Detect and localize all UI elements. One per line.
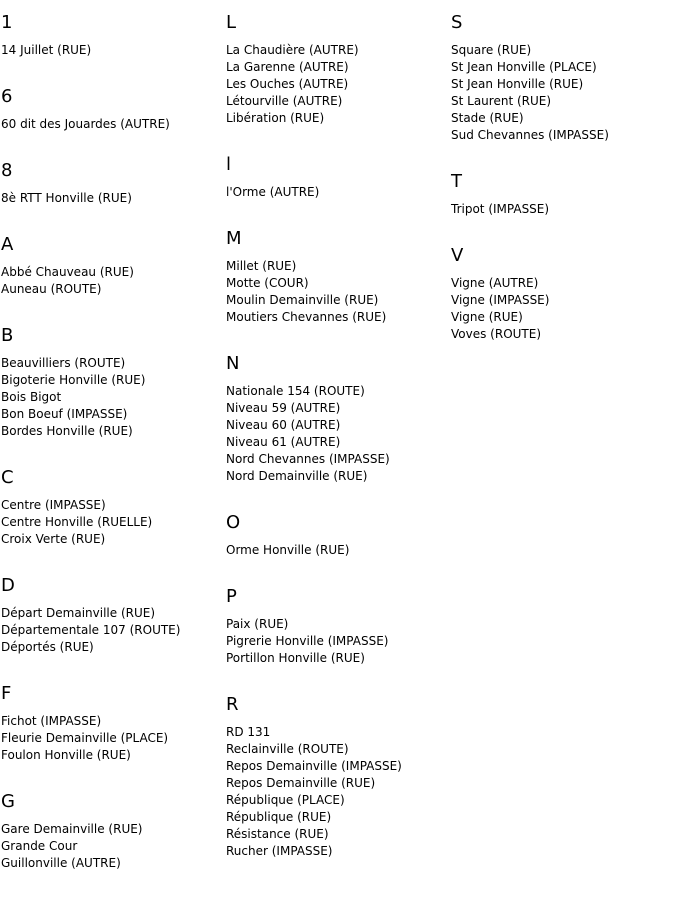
letter-group bbox=[1, 325, 221, 440]
street-item: Gare Demainville (RUE) bbox=[1, 822, 143, 836]
street-item: Voves (ROUTE) bbox=[451, 327, 542, 341]
street-item: Bigoterie Honville (RUE) bbox=[1, 373, 146, 387]
letter-heading: P bbox=[226, 586, 237, 607]
street-item: Vigne (RUE) bbox=[451, 310, 523, 324]
street-item: St Laurent (RUE) bbox=[451, 94, 552, 108]
street-item: Tripot (IMPASSE) bbox=[451, 202, 550, 216]
street-item: Résistance (RUE) bbox=[226, 827, 329, 841]
street-item: Niveau 59 (AUTRE) bbox=[226, 401, 341, 415]
letter-heading: O bbox=[226, 512, 241, 533]
street-item: Abbé Chauveau (RUE) bbox=[1, 265, 134, 279]
letter-heading: N bbox=[226, 353, 240, 374]
street-item: Moutiers Chevannes (RUE) bbox=[226, 310, 387, 324]
street-item: Grande Cour bbox=[1, 839, 78, 853]
street-index-column-3 bbox=[451, 12, 671, 370]
street-item: Moulin Demainville (RUE) bbox=[226, 293, 379, 307]
street-item: Paix (RUE) bbox=[226, 617, 289, 631]
letter-heading: G bbox=[1, 791, 15, 812]
letter-group bbox=[226, 12, 446, 127]
letter-heading: l bbox=[226, 154, 232, 175]
letter-heading: F bbox=[1, 683, 12, 704]
street-item: Millet (RUE) bbox=[226, 259, 297, 273]
street-item: Nationale 154 (ROUTE) bbox=[226, 384, 365, 398]
street-item: République (PLACE) bbox=[226, 793, 345, 807]
street-item: Libération (RUE) bbox=[226, 111, 325, 125]
street-item: Guillonville (AUTRE) bbox=[1, 856, 121, 870]
letter-group bbox=[1, 467, 221, 548]
street-item: Auneau (ROUTE) bbox=[1, 282, 102, 296]
street-item: Niveau 61 (AUTRE) bbox=[226, 435, 341, 449]
street-index-column-2 bbox=[226, 12, 446, 887]
letter-group bbox=[1, 791, 221, 872]
letter-group bbox=[1, 575, 221, 656]
letter-group bbox=[1, 12, 221, 59]
letter-heading: 8 bbox=[1, 160, 13, 181]
letter-group bbox=[451, 245, 671, 343]
letter-group bbox=[451, 171, 671, 218]
street-item: RD 131 bbox=[226, 725, 271, 739]
street-item: 14 Juillet (RUE) bbox=[1, 43, 92, 57]
street-item: Rucher (IMPASSE) bbox=[226, 844, 333, 858]
street-item: 8è RTT Honville (RUE) bbox=[1, 191, 132, 205]
street-item: Bordes Honville (RUE) bbox=[1, 424, 133, 438]
letter-group bbox=[226, 353, 446, 485]
street-item: Centre (IMPASSE) bbox=[1, 498, 106, 512]
street-item: Déportés (RUE) bbox=[1, 640, 94, 654]
street-item: République (RUE) bbox=[226, 810, 332, 824]
street-item: Vigne (AUTRE) bbox=[451, 276, 539, 290]
street-item: Bois Bigot bbox=[1, 390, 62, 404]
letter-heading: R bbox=[226, 694, 239, 715]
street-item: Beauvilliers (ROUTE) bbox=[1, 356, 126, 370]
street-item: Départementale 107 (ROUTE) bbox=[1, 623, 181, 637]
letter-heading: B bbox=[1, 325, 14, 346]
letter-heading: L bbox=[226, 12, 237, 33]
letter-heading: V bbox=[451, 245, 464, 266]
letter-group bbox=[1, 683, 221, 764]
street-item: Nord Chevannes (IMPASSE) bbox=[226, 452, 390, 466]
street-item: Repos Demainville (RUE) bbox=[226, 776, 376, 790]
street-item: Bon Boeuf (IMPASSE) bbox=[1, 407, 128, 421]
letter-group bbox=[226, 694, 446, 860]
letter-group bbox=[451, 12, 671, 144]
street-item: Foulon Honville (RUE) bbox=[1, 748, 131, 762]
letter-group bbox=[226, 228, 446, 326]
street-item: Fichot (IMPASSE) bbox=[1, 714, 102, 728]
letter-heading: 6 bbox=[1, 86, 13, 107]
letter-heading: A bbox=[1, 234, 14, 255]
street-item: Square (RUE) bbox=[451, 43, 532, 57]
street-item: Centre Honville (RUELLE) bbox=[1, 515, 153, 529]
letter-heading: S bbox=[451, 12, 463, 33]
letter-group bbox=[1, 160, 221, 207]
letter-heading: T bbox=[451, 171, 462, 192]
letter-group bbox=[226, 586, 446, 667]
street-item: Les Ouches (AUTRE) bbox=[226, 77, 349, 91]
letter-group bbox=[226, 512, 446, 559]
street-item: 60 dit des Jouardes (AUTRE) bbox=[1, 117, 170, 131]
street-item: Létourville (AUTRE) bbox=[226, 94, 343, 108]
street-item: Pigrerie Honville (IMPASSE) bbox=[226, 634, 389, 648]
street-item: St Jean Honville (PLACE) bbox=[451, 60, 597, 74]
street-item: Vigne (IMPASSE) bbox=[451, 293, 550, 307]
street-item: l'Orme (AUTRE) bbox=[226, 185, 320, 199]
street-item: Motte (COUR) bbox=[226, 276, 309, 290]
letter-group bbox=[226, 154, 446, 201]
street-item: St Jean Honville (RUE) bbox=[451, 77, 584, 91]
street-item: Niveau 60 (AUTRE) bbox=[226, 418, 341, 432]
street-index-column-1 bbox=[1, 12, 221, 899]
street-item: Sud Chevannes (IMPASSE) bbox=[451, 128, 609, 142]
street-item: Croix Verte (RUE) bbox=[1, 532, 106, 546]
street-item: Reclainville (ROUTE) bbox=[226, 742, 349, 756]
street-item: La Chaudière (AUTRE) bbox=[226, 43, 359, 57]
letter-group bbox=[1, 234, 221, 298]
letter-heading: C bbox=[1, 467, 14, 488]
letter-group bbox=[1, 86, 221, 133]
letter-heading: M bbox=[226, 228, 242, 249]
street-item: La Garenne (AUTRE) bbox=[226, 60, 349, 74]
street-item: Portillon Honville (RUE) bbox=[226, 651, 365, 665]
street-item: Départ Demainville (RUE) bbox=[1, 606, 156, 620]
street-item: Orme Honville (RUE) bbox=[226, 543, 350, 557]
street-item: Nord Demainville (RUE) bbox=[226, 469, 368, 483]
letter-heading: D bbox=[1, 575, 15, 596]
street-item: Fleurie Demainville (PLACE) bbox=[1, 731, 169, 745]
street-item: Repos Demainville (IMPASSE) bbox=[226, 759, 402, 773]
street-item: Stade (RUE) bbox=[451, 111, 524, 125]
letter-heading: 1 bbox=[1, 12, 13, 33]
